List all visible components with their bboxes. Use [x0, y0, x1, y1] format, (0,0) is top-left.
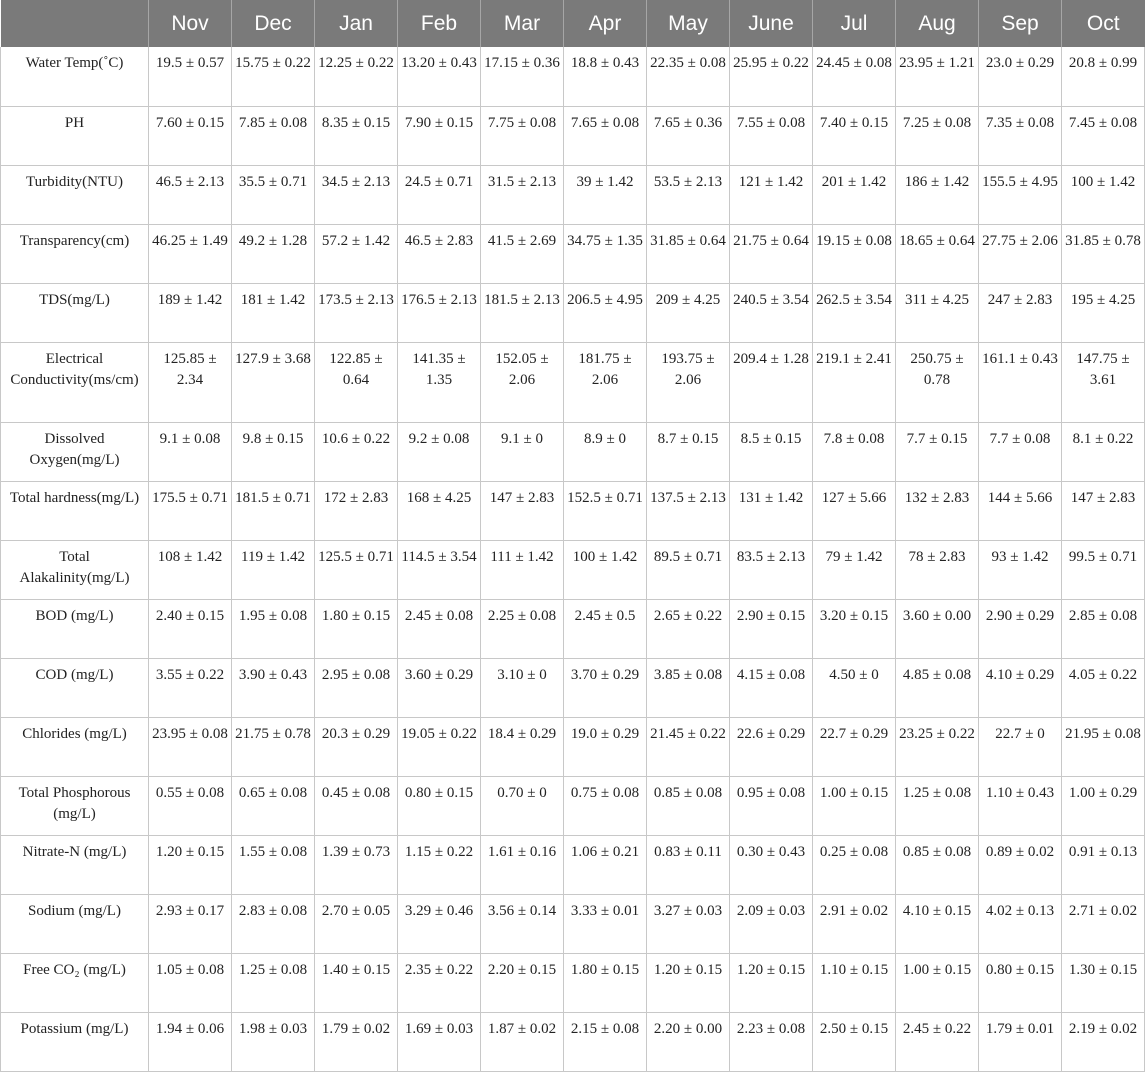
parameter-cell: Total Phosphorous (mg/L): [1, 776, 149, 835]
value-cell: 3.55 ± 0.22: [149, 658, 232, 717]
parameter-cell: Nitrate-N (mg/L): [1, 835, 149, 894]
value-cell: 22.6 ± 0.29: [730, 717, 813, 776]
value-cell: 0.55 ± 0.08: [149, 776, 232, 835]
value-cell: 3.27 ± 0.03: [647, 894, 730, 953]
parameter-cell: BOD (mg/L): [1, 599, 149, 658]
value-cell: 111 ± 1.42: [481, 540, 564, 599]
table-row: [1, 106, 1145, 165]
value-cell: 2.70 ± 0.05: [315, 894, 398, 953]
parameter-cell: Total Alakalinity(mg/L): [1, 540, 149, 599]
value-cell: 2.45 ± 0.22: [896, 1012, 979, 1071]
value-cell: 3.20 ± 0.15: [813, 599, 896, 658]
table-row: [1, 1012, 1145, 1071]
value-cell: 7.40 ± 0.15: [813, 106, 896, 165]
value-cell: 2.50 ± 0.15: [813, 1012, 896, 1071]
value-cell: 0.25 ± 0.08: [813, 835, 896, 894]
header-cell-month: May: [647, 0, 730, 47]
value-cell: 108 ± 1.42: [149, 540, 232, 599]
value-cell: 13.20 ± 0.43: [398, 47, 481, 106]
value-cell: 46.5 ± 2.13: [149, 165, 232, 224]
value-cell: 1.87 ± 0.02: [481, 1012, 564, 1071]
value-cell: 1.00 ± 0.15: [813, 776, 896, 835]
value-cell: 1.06 ± 0.21: [564, 835, 647, 894]
table-row: [1, 835, 1145, 894]
value-cell: 3.85 ± 0.08: [647, 658, 730, 717]
table-row: [1, 224, 1145, 283]
value-cell: 1.79 ± 0.02: [315, 1012, 398, 1071]
value-cell: 4.50 ± 0: [813, 658, 896, 717]
value-cell: 10.6 ± 0.22: [315, 422, 398, 481]
table-row: [1, 481, 1145, 540]
value-cell: 0.65 ± 0.08: [232, 776, 315, 835]
value-cell: 46.25 ± 1.49: [149, 224, 232, 283]
value-cell: 7.75 ± 0.08: [481, 106, 564, 165]
value-cell: 201 ± 1.42: [813, 165, 896, 224]
parameter-cell: Turbidity(NTU): [1, 165, 149, 224]
parameter-cell: TDS(mg/L): [1, 283, 149, 342]
value-cell: 25.95 ± 0.22: [730, 47, 813, 106]
value-cell: 0.30 ± 0.43: [730, 835, 813, 894]
value-cell: 147 ± 2.83: [1062, 481, 1145, 540]
value-cell: 39 ± 1.42: [564, 165, 647, 224]
value-cell: 4.02 ± 0.13: [979, 894, 1062, 953]
value-cell: 144 ± 5.66: [979, 481, 1062, 540]
value-cell: 0.45 ± 0.08: [315, 776, 398, 835]
value-cell: 206.5 ± 4.95: [564, 283, 647, 342]
value-cell: 8.7 ± 0.15: [647, 422, 730, 481]
value-cell: 1.25 ± 0.08: [896, 776, 979, 835]
value-cell: 195 ± 4.25: [1062, 283, 1145, 342]
value-cell: 2.20 ± 0.15: [481, 953, 564, 1012]
value-cell: 1.20 ± 0.15: [730, 953, 813, 1012]
value-cell: 4.10 ± 0.15: [896, 894, 979, 953]
table-row: [1, 599, 1145, 658]
value-cell: 1.30 ± 0.15: [1062, 953, 1145, 1012]
value-cell: 125.85 ± 2.34: [149, 342, 232, 422]
value-cell: 1.94 ± 0.06: [149, 1012, 232, 1071]
value-cell: 1.00 ± 0.29: [1062, 776, 1145, 835]
table-row: [1, 776, 1145, 835]
value-cell: 168 ± 4.25: [398, 481, 481, 540]
value-cell: 121 ± 1.42: [730, 165, 813, 224]
table-row: [1, 894, 1145, 953]
parameter-cell: Water Temp(˚C): [1, 47, 149, 106]
value-cell: 9.1 ± 0.08: [149, 422, 232, 481]
value-cell: 9.8 ± 0.15: [232, 422, 315, 481]
value-cell: 2.23 ± 0.08: [730, 1012, 813, 1071]
value-cell: 24.45 ± 0.08: [813, 47, 896, 106]
value-cell: 0.89 ± 0.02: [979, 835, 1062, 894]
header-cell-month: Jan: [315, 0, 398, 47]
header-cell-month: Nov: [149, 0, 232, 47]
value-cell: 1.00 ± 0.15: [896, 953, 979, 1012]
value-cell: 57.2 ± 1.42: [315, 224, 398, 283]
value-cell: 1.95 ± 0.08: [232, 599, 315, 658]
value-cell: 3.60 ± 0.00: [896, 599, 979, 658]
value-cell: 4.15 ± 0.08: [730, 658, 813, 717]
value-cell: 19.05 ± 0.22: [398, 717, 481, 776]
table-row: [1, 953, 1145, 1012]
value-cell: 119 ± 1.42: [232, 540, 315, 599]
value-cell: 7.55 ± 0.08: [730, 106, 813, 165]
value-cell: 7.7 ± 0.08: [979, 422, 1062, 481]
table-row: [1, 342, 1145, 422]
value-cell: 2.83 ± 0.08: [232, 894, 315, 953]
value-cell: 1.10 ± 0.15: [813, 953, 896, 1012]
parameter-cell: Free CO₂ (mg/L): [1, 953, 149, 1012]
value-cell: 83.5 ± 2.13: [730, 540, 813, 599]
parameter-cell: COD (mg/L): [1, 658, 149, 717]
table-row: [1, 165, 1145, 224]
value-cell: 181.75 ± 2.06: [564, 342, 647, 422]
value-cell: 114.5 ± 3.54: [398, 540, 481, 599]
value-cell: 141.35 ± 1.35: [398, 342, 481, 422]
value-cell: 23.25 ± 0.22: [896, 717, 979, 776]
parameter-cell: Total hardness(mg/L): [1, 481, 149, 540]
value-cell: 0.75 ± 0.08: [564, 776, 647, 835]
value-cell: 2.45 ± 0.5: [564, 599, 647, 658]
value-cell: 2.15 ± 0.08: [564, 1012, 647, 1071]
value-cell: 132 ± 2.83: [896, 481, 979, 540]
value-cell: 2.19 ± 0.02: [1062, 1012, 1145, 1071]
parameter-cell: Dissolved Oxygen(mg/L): [1, 422, 149, 481]
value-cell: 155.5 ± 4.95: [979, 165, 1062, 224]
value-cell: 1.79 ± 0.01: [979, 1012, 1062, 1071]
value-cell: 137.5 ± 2.13: [647, 481, 730, 540]
value-cell: 219.1 ± 2.41: [813, 342, 896, 422]
header-row: [1, 0, 1145, 47]
value-cell: 27.75 ± 2.06: [979, 224, 1062, 283]
table-row: [1, 540, 1145, 599]
value-cell: 1.61 ± 0.16: [481, 835, 564, 894]
value-cell: 3.29 ± 0.46: [398, 894, 481, 953]
value-cell: 17.15 ± 0.36: [481, 47, 564, 106]
header-cell-month: Sep: [979, 0, 1062, 47]
value-cell: 34.5 ± 2.13: [315, 165, 398, 224]
value-cell: 21.75 ± 0.78: [232, 717, 315, 776]
value-cell: 4.85 ± 0.08: [896, 658, 979, 717]
parameter-cell: Potassium (mg/L): [1, 1012, 149, 1071]
value-cell: 247 ± 2.83: [979, 283, 1062, 342]
value-cell: 2.95 ± 0.08: [315, 658, 398, 717]
header-cell-month: June: [730, 0, 813, 47]
value-cell: 152.5 ± 0.71: [564, 481, 647, 540]
value-cell: 41.5 ± 2.69: [481, 224, 564, 283]
value-cell: 2.20 ± 0.00: [647, 1012, 730, 1071]
parameter-cell: Sodium (mg/L): [1, 894, 149, 953]
value-cell: 7.8 ± 0.08: [813, 422, 896, 481]
value-cell: 35.5 ± 0.71: [232, 165, 315, 224]
value-cell: 3.60 ± 0.29: [398, 658, 481, 717]
value-cell: 1.25 ± 0.08: [232, 953, 315, 1012]
table-row: [1, 283, 1145, 342]
value-cell: 21.45 ± 0.22: [647, 717, 730, 776]
value-cell: 1.05 ± 0.08: [149, 953, 232, 1012]
value-cell: 3.90 ± 0.43: [232, 658, 315, 717]
value-cell: 7.60 ± 0.15: [149, 106, 232, 165]
value-cell: 1.10 ± 0.43: [979, 776, 1062, 835]
value-cell: 1.15 ± 0.22: [398, 835, 481, 894]
value-cell: 0.83 ± 0.11: [647, 835, 730, 894]
value-cell: 2.25 ± 0.08: [481, 599, 564, 658]
value-cell: 1.98 ± 0.03: [232, 1012, 315, 1071]
parameter-cell: Electrical Conductivity(ms/cm): [1, 342, 149, 422]
value-cell: 9.2 ± 0.08: [398, 422, 481, 481]
value-cell: 89.5 ± 0.71: [647, 540, 730, 599]
value-cell: 250.75 ± 0.78: [896, 342, 979, 422]
value-cell: 2.91 ± 0.02: [813, 894, 896, 953]
value-cell: 22.7 ± 0.29: [813, 717, 896, 776]
header-cell-month: Mar: [481, 0, 564, 47]
table-body: [1, 47, 1145, 1071]
header-cell-parameter: [1, 0, 149, 47]
header-cell-month: Oct: [1062, 0, 1145, 47]
value-cell: 3.70 ± 0.29: [564, 658, 647, 717]
value-cell: 189 ± 1.42: [149, 283, 232, 342]
value-cell: 147.75 ± 3.61: [1062, 342, 1145, 422]
value-cell: 173.5 ± 2.13: [315, 283, 398, 342]
value-cell: 19.15 ± 0.08: [813, 224, 896, 283]
value-cell: 1.80 ± 0.15: [315, 599, 398, 658]
value-cell: 161.1 ± 0.43: [979, 342, 1062, 422]
value-cell: 1.69 ± 0.03: [398, 1012, 481, 1071]
value-cell: 152.05 ± 2.06: [481, 342, 564, 422]
value-cell: 0.70 ± 0: [481, 776, 564, 835]
value-cell: 2.65 ± 0.22: [647, 599, 730, 658]
value-cell: 186 ± 1.42: [896, 165, 979, 224]
value-cell: 7.85 ± 0.08: [232, 106, 315, 165]
value-cell: 8.5 ± 0.15: [730, 422, 813, 481]
value-cell: 181.5 ± 2.13: [481, 283, 564, 342]
value-cell: 93 ± 1.42: [979, 540, 1062, 599]
value-cell: 0.80 ± 0.15: [398, 776, 481, 835]
value-cell: 0.95 ± 0.08: [730, 776, 813, 835]
parameter-cell: Transparency(cm): [1, 224, 149, 283]
value-cell: 7.65 ± 0.36: [647, 106, 730, 165]
value-cell: 34.75 ± 1.35: [564, 224, 647, 283]
value-cell: 18.8 ± 0.43: [564, 47, 647, 106]
value-cell: 18.4 ± 0.29: [481, 717, 564, 776]
value-cell: 4.05 ± 0.22: [1062, 658, 1145, 717]
value-cell: 23.95 ± 1.21: [896, 47, 979, 106]
value-cell: 0.85 ± 0.08: [896, 835, 979, 894]
value-cell: 79 ± 1.42: [813, 540, 896, 599]
value-cell: 1.80 ± 0.15: [564, 953, 647, 1012]
table-row: [1, 422, 1145, 481]
value-cell: 1.39 ± 0.73: [315, 835, 398, 894]
value-cell: 20.8 ± 0.99: [1062, 47, 1145, 106]
value-cell: 181 ± 1.42: [232, 283, 315, 342]
table-header: [1, 0, 1145, 47]
value-cell: 8.9 ± 0: [564, 422, 647, 481]
value-cell: 131 ± 1.42: [730, 481, 813, 540]
value-cell: 21.95 ± 0.08: [1062, 717, 1145, 776]
header-cell-month: Dec: [232, 0, 315, 47]
table-row: [1, 658, 1145, 717]
value-cell: 2.90 ± 0.29: [979, 599, 1062, 658]
value-cell: 100 ± 1.42: [1062, 165, 1145, 224]
value-cell: 9.1 ± 0: [481, 422, 564, 481]
value-cell: 53.5 ± 2.13: [647, 165, 730, 224]
value-cell: 127 ± 5.66: [813, 481, 896, 540]
value-cell: 2.35 ± 0.22: [398, 953, 481, 1012]
value-cell: 3.10 ± 0: [481, 658, 564, 717]
header-cell-month: Jul: [813, 0, 896, 47]
value-cell: 193.75 ± 2.06: [647, 342, 730, 422]
value-cell: 18.65 ± 0.64: [896, 224, 979, 283]
value-cell: 22.35 ± 0.08: [647, 47, 730, 106]
value-cell: 262.5 ± 3.54: [813, 283, 896, 342]
value-cell: 22.7 ± 0: [979, 717, 1062, 776]
value-cell: 15.75 ± 0.22: [232, 47, 315, 106]
value-cell: 49.2 ± 1.28: [232, 224, 315, 283]
value-cell: 1.20 ± 0.15: [647, 953, 730, 1012]
value-cell: 7.7 ± 0.15: [896, 422, 979, 481]
value-cell: 0.91 ± 0.13: [1062, 835, 1145, 894]
header-cell-month: Feb: [398, 0, 481, 47]
value-cell: 1.40 ± 0.15: [315, 953, 398, 1012]
value-cell: 3.56 ± 0.14: [481, 894, 564, 953]
value-cell: 127.9 ± 3.68: [232, 342, 315, 422]
value-cell: 209 ± 4.25: [647, 283, 730, 342]
value-cell: 7.35 ± 0.08: [979, 106, 1062, 165]
value-cell: 23.0 ± 0.29: [979, 47, 1062, 106]
value-cell: 2.45 ± 0.08: [398, 599, 481, 658]
value-cell: 31.5 ± 2.13: [481, 165, 564, 224]
value-cell: 176.5 ± 2.13: [398, 283, 481, 342]
value-cell: 7.45 ± 0.08: [1062, 106, 1145, 165]
value-cell: 240.5 ± 3.54: [730, 283, 813, 342]
value-cell: 311 ± 4.25: [896, 283, 979, 342]
value-cell: 8.35 ± 0.15: [315, 106, 398, 165]
value-cell: 24.5 ± 0.71: [398, 165, 481, 224]
value-cell: 7.90 ± 0.15: [398, 106, 481, 165]
value-cell: 99.5 ± 0.71: [1062, 540, 1145, 599]
value-cell: 181.5 ± 0.71: [232, 481, 315, 540]
value-cell: 2.71 ± 0.02: [1062, 894, 1145, 953]
value-cell: 31.85 ± 0.78: [1062, 224, 1145, 283]
value-cell: 2.40 ± 0.15: [149, 599, 232, 658]
value-cell: 175.5 ± 0.71: [149, 481, 232, 540]
value-cell: 20.3 ± 0.29: [315, 717, 398, 776]
value-cell: 122.85 ± 0.64: [315, 342, 398, 422]
value-cell: 12.25 ± 0.22: [315, 47, 398, 106]
value-cell: 46.5 ± 2.83: [398, 224, 481, 283]
value-cell: 2.90 ± 0.15: [730, 599, 813, 658]
parameter-cell: Chlorides (mg/L): [1, 717, 149, 776]
value-cell: 125.5 ± 0.71: [315, 540, 398, 599]
value-cell: 3.33 ± 0.01: [564, 894, 647, 953]
value-cell: 0.85 ± 0.08: [647, 776, 730, 835]
value-cell: 7.25 ± 0.08: [896, 106, 979, 165]
value-cell: 1.55 ± 0.08: [232, 835, 315, 894]
value-cell: 209.4 ± 1.28: [730, 342, 813, 422]
value-cell: 21.75 ± 0.64: [730, 224, 813, 283]
value-cell: 0.80 ± 0.15: [979, 953, 1062, 1012]
value-cell: 100 ± 1.42: [564, 540, 647, 599]
value-cell: 7.65 ± 0.08: [564, 106, 647, 165]
header-cell-month: Aug: [896, 0, 979, 47]
table-row: [1, 717, 1145, 776]
value-cell: 8.1 ± 0.22: [1062, 422, 1145, 481]
value-cell: 147 ± 2.83: [481, 481, 564, 540]
table-row: [1, 47, 1145, 106]
value-cell: 19.0 ± 0.29: [564, 717, 647, 776]
value-cell: 78 ± 2.83: [896, 540, 979, 599]
value-cell: 172 ± 2.83: [315, 481, 398, 540]
value-cell: 4.10 ± 0.29: [979, 658, 1062, 717]
value-cell: 23.95 ± 0.08: [149, 717, 232, 776]
header-cell-month: Apr: [564, 0, 647, 47]
value-cell: 2.09 ± 0.03: [730, 894, 813, 953]
value-cell: 2.93 ± 0.17: [149, 894, 232, 953]
parameter-cell: PH: [1, 106, 149, 165]
value-cell: 19.5 ± 0.57: [149, 47, 232, 106]
value-cell: 31.85 ± 0.64: [647, 224, 730, 283]
value-cell: 2.85 ± 0.08: [1062, 599, 1145, 658]
value-cell: 1.20 ± 0.15: [149, 835, 232, 894]
